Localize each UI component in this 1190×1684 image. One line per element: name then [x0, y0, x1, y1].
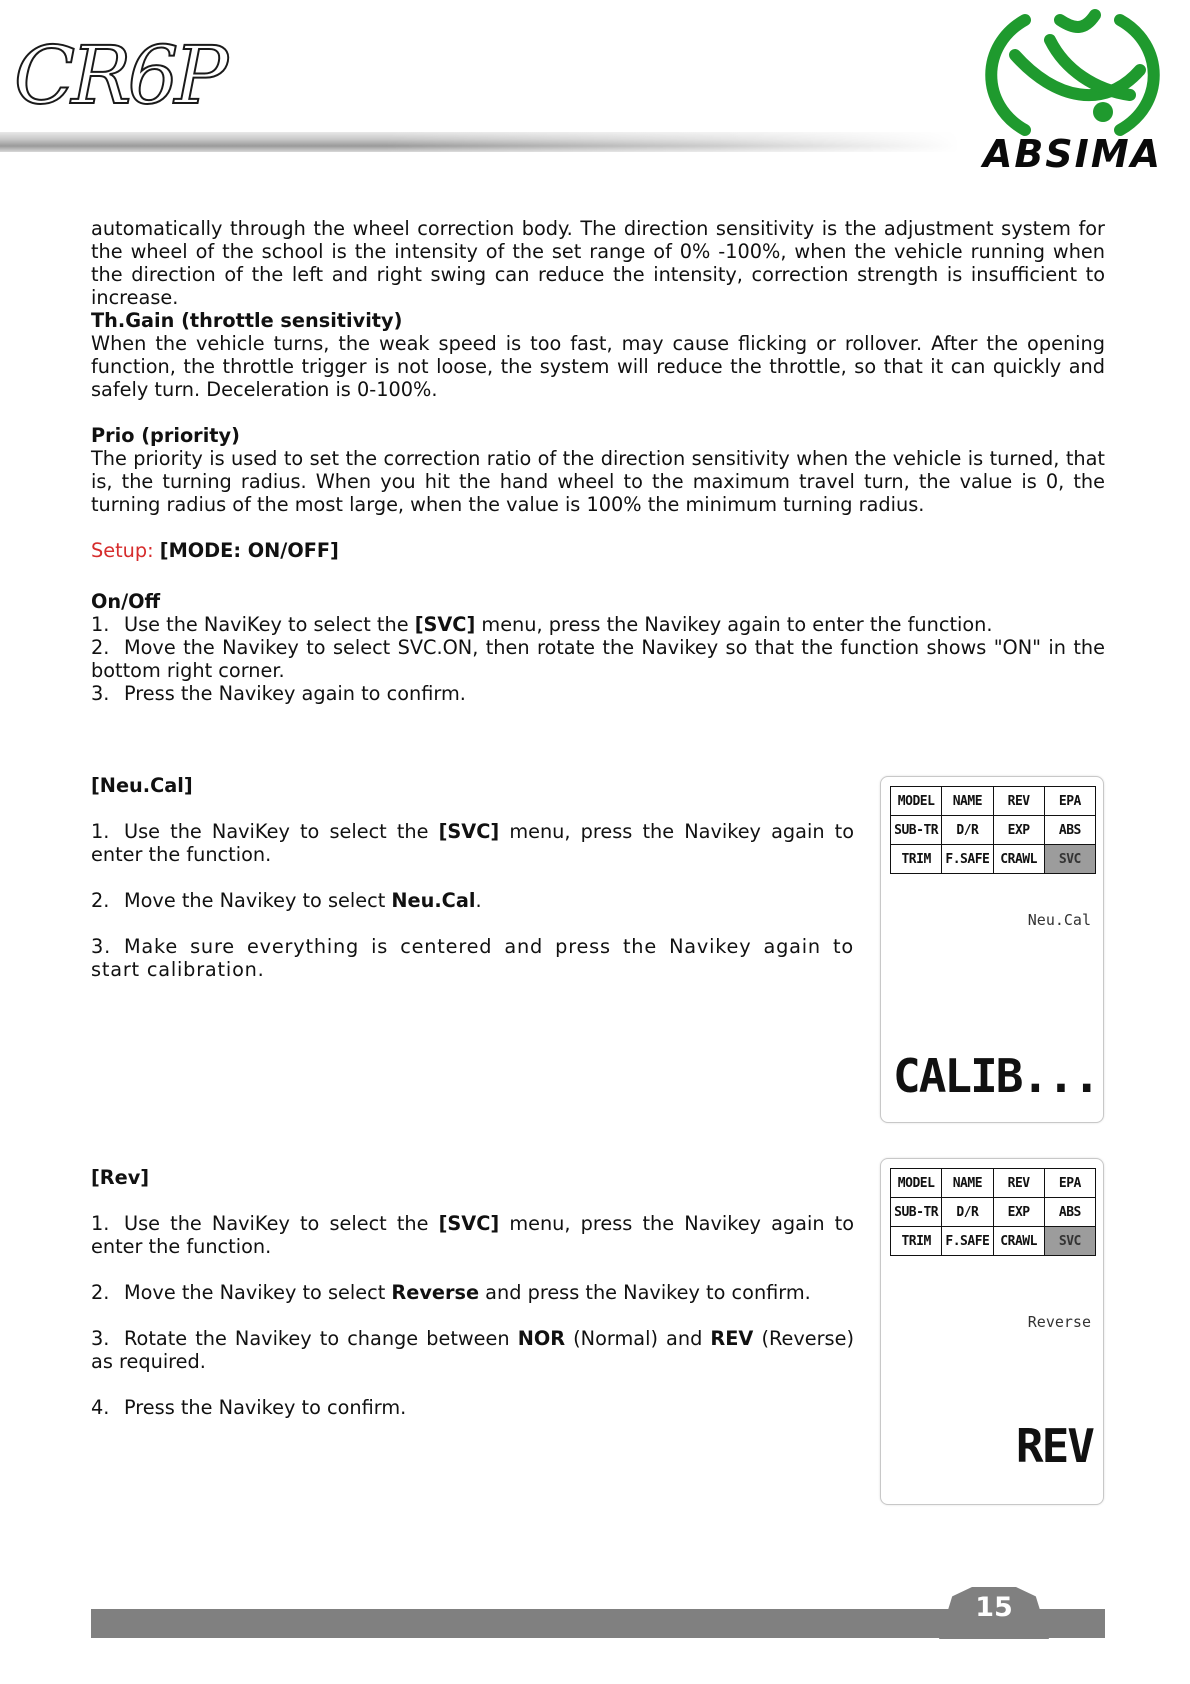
neu-cal-step-3: 3. Make sure everything is centered and press the Navikey again to start calibration.	[91, 935, 854, 981]
neu-cal-heading: [Neu.Cal]	[91, 774, 193, 797]
menu-cell: REV	[993, 787, 1044, 816]
prio-body: The priority is used to set the correction ratio of the direction sensitivity when the vehicle is turned, that is, the turning radius. When you hit the hand wheel to the maximum travel turn, the value is 0, the turning radius of the most large, when the value is 100% the minimum turning radius.	[91, 447, 1105, 516]
setup-line	[91, 539, 1105, 562]
menu-cell: TRIM	[891, 1227, 942, 1256]
th-gain-heading: Th.Gain (throttle sensitivity)	[91, 309, 403, 332]
menu-cell: EXP	[993, 816, 1044, 845]
product-logo: CR6P	[14, 29, 225, 122]
menu-cell: REV	[993, 1169, 1044, 1198]
intro-paragraph: automatically through the wheel correction body. The direction sensitivity is the adjustment system for the wheel of the school is the intensity of the set range of 0% -100%, when the vehicle running when the direction of the left and right swing can reduce the intensity, correction strength is insufficient to increase.	[91, 217, 1105, 309]
menu-cell: NAME	[942, 1169, 993, 1198]
neu-cal-step-2: 2. Move the Navikey to select Neu.Cal.	[91, 889, 482, 912]
menu-cell: CRAWL	[993, 845, 1044, 874]
lcd-function-label: Reverse	[1027, 1313, 1091, 1331]
rev-step-2: 2. Move the Navikey to select Reverse and press the Navikey to confirm.	[91, 1281, 811, 1304]
menu-cell: EXP	[993, 1198, 1044, 1227]
lcd-menu-grid	[890, 786, 1096, 874]
header-divider	[0, 132, 960, 152]
rev-step-4: 4. Press the Navikey to confirm.	[91, 1396, 407, 1419]
rev-step-3: 3. Rotate the Navikey to change between NOR (Normal) and REV (Reverse) as required.	[91, 1327, 854, 1373]
lcd-value: CALIB...	[893, 1049, 1099, 1103]
menu-cell: F.SAFE	[942, 845, 993, 874]
list-item: 3. Press the Navikey again to confirm.	[91, 682, 466, 705]
menu-cell: TRIM	[891, 845, 942, 874]
menu-cell: EPA	[1044, 787, 1095, 816]
list-item: 1. Use the NaviKey to select the [SVC] menu, press the Navikey again to enter the function.	[91, 613, 993, 636]
rev-heading: [Rev]	[91, 1166, 150, 1189]
page-number: 15	[975, 1592, 1013, 1623]
th-gain-body: When the vehicle turns, the weak speed is too fast, may cause flicking or rollover. After the opening function, the throttle trigger is not loose, the system will reduce the throttle, so that it can quickly and safely turn. Deceleration is 0-100%.	[91, 332, 1105, 401]
setup-mode: [MODE: ON/OFF]	[159, 539, 339, 562]
list-item: 2. Move the Navikey to select SVC.ON, then rotate the Navikey so that the function shows "ON" in the bottom right corner.	[91, 636, 1105, 682]
menu-cell: F.SAFE	[942, 1227, 993, 1256]
menu-cell: EPA	[1044, 1169, 1095, 1198]
on-off-heading: On/Off	[91, 590, 161, 613]
prio-heading: Prio (priority)	[91, 424, 240, 447]
menu-cell: D/R	[942, 1198, 993, 1227]
setup-label: Setup:	[91, 539, 154, 562]
lcd-function-label: Neu.Cal	[1027, 911, 1091, 929]
lcd-value: REV	[1015, 1419, 1093, 1473]
menu-cell: MODEL	[891, 1169, 942, 1198]
rev-step-1: 1. Use the NaviKey to select the [SVC] menu, press the Navikey again to enter the function.	[91, 1212, 855, 1258]
lcd-menu-grid	[890, 1168, 1096, 1256]
menu-cell: CRAWL	[993, 1227, 1044, 1256]
menu-cell: D/R	[942, 816, 993, 845]
menu-cell: SUB-TR	[891, 1198, 942, 1227]
menu-cell: MODEL	[891, 787, 942, 816]
menu-cell-selected: SVC	[1044, 845, 1095, 874]
on-off-steps	[91, 613, 1105, 705]
menu-cell: SUB-TR	[891, 816, 942, 845]
menu-cell-selected: SVC	[1044, 1227, 1095, 1256]
menu-cell: ABS	[1044, 1198, 1095, 1227]
menu-cell: NAME	[942, 787, 993, 816]
rev-lcd-panel	[880, 1158, 1104, 1505]
brand-logo-text: ABSIMA	[982, 132, 1163, 176]
neu-cal-step-1: 1. Use the NaviKey to select the [SVC] menu, press the Navikey again to enter the function.	[91, 820, 855, 866]
neu-cal-lcd-panel	[880, 776, 1104, 1123]
menu-cell: ABS	[1044, 816, 1095, 845]
